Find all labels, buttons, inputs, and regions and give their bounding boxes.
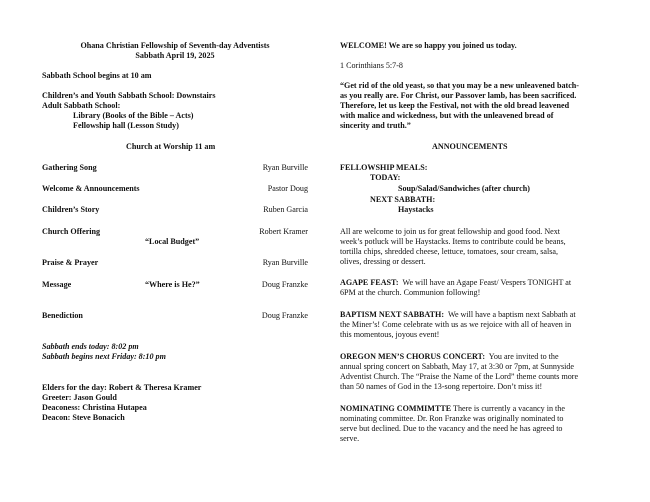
potluck-line: week’s potluck will be Haystacks. Items to contribute could be beans, (340, 237, 566, 246)
baptism-line: the Miner’s! Come celebrate with us as we rejoice with all of heaven in (340, 320, 572, 329)
today-label: TODAY: (370, 173, 401, 182)
right-column (340, 0, 612, 502)
program-person: Ryan Burville (262, 258, 308, 267)
baptism-line: this momentous, joyous event! (340, 330, 440, 339)
elders: Elders for the day: Robert & Theresa Kramer (42, 383, 202, 392)
nominating-line: nominating committee. Dr. Ron Franzke was originally nominated to (340, 414, 564, 423)
scripture-reference: 1 Corinthians 5:7-8 (340, 61, 403, 70)
greeter: Greeter: Jason Gould (42, 393, 117, 402)
scripture-line: sincerity and truth.” (340, 121, 411, 130)
oregon-title: OREGON MEN’S CHORUS CONCERT: (340, 352, 486, 361)
potluck-line: olives, dressing or dessert. (340, 257, 426, 266)
scripture-line: with malice and wickedness, but with the unleavened bread of (340, 111, 554, 120)
program-item: Gathering Song (42, 163, 97, 172)
program-note: “Where is He?” (145, 280, 200, 289)
deaconess: Deaconess: Christina Hutapea (42, 403, 147, 412)
program-note: “Local Budget” (145, 237, 200, 246)
agape-title: AGAPE FEAST: (340, 278, 399, 287)
program-person: Ryan Burville (262, 163, 308, 172)
scripture-line: Therefore, let us keep the Festival, not with the old bread leavened (340, 101, 570, 110)
library-class: Library (Books of the Bible – Acts) (73, 111, 194, 120)
oregon-text: You are invited to the (485, 352, 559, 361)
baptism-title: BAPTISM NEXT SABBATH: (340, 310, 445, 319)
church-name: Ohana Christian Fellowship of Seventh-day Adventists (80, 41, 270, 50)
announcements-heading: ANNOUNCEMENTS (432, 142, 508, 151)
program-person: Ruben Garcia (263, 205, 308, 214)
nominating-line: serve but declined. Due to the vacancy and the need he has agreed to (340, 424, 563, 433)
agape-line (340, 278, 571, 288)
baptism-text: We will have a baptism next Sabbath at (444, 310, 576, 319)
next-sabbath-meal: Haystacks (398, 205, 434, 214)
program-item: Praise & Prayer (42, 258, 99, 267)
sabbath-school-time: Sabbath School begins at 10 am (42, 71, 152, 80)
potluck-line: All are welcome to join us for great fellowship and good food. Next (340, 227, 561, 236)
agape-text: We will have an Agape Feast/ Vespers TONIGHT at (398, 278, 572, 287)
children-sabbath-school: Children’s and Youth Sabbath School: Downstairs (42, 91, 216, 100)
agape-line: 6PM at the church. Communion following! (340, 288, 481, 297)
program-item: Children’s Story (42, 205, 100, 214)
nominating-title: NOMINATING COMMIMTTE (340, 404, 452, 413)
today-meal: Soup/Salad/Sandwiches (after church) (398, 184, 530, 193)
program-item: Church Offering (42, 227, 101, 236)
oregon-line: Adventist Church. The “Praise the Name of the Lord” theme counts more (340, 372, 579, 381)
adult-sabbath-school: Adult Sabbath School: (42, 101, 121, 110)
nominating-text: There is currently a vacancy in the (451, 404, 565, 413)
worship-heading: Church at Worship 11 am (126, 142, 216, 151)
next-sabbath-label: NEXT SABBATH: (370, 195, 436, 204)
baptism-line (340, 310, 576, 320)
oregon-line (340, 352, 559, 362)
sabbath-begins-next: Sabbath begins next Friday: 8:10 pm (42, 352, 166, 361)
left-column (42, 0, 308, 502)
program-person: Pastor Doug (267, 184, 308, 193)
oregon-line: than 50 names of God in the 13-song repertoire. Don’t miss it! (340, 382, 543, 391)
program-person: Doug Franzke (261, 311, 308, 320)
oregon-line: annual spring concert on Sabbath, May 17, at 3:30 or 7pm, at Sunnyside (340, 362, 575, 371)
program-person: Robert Kramer (259, 227, 308, 236)
fellowship-meals-heading: FELLOWSHIP MEALS: (340, 163, 428, 172)
nominating-line (340, 404, 565, 414)
scripture-line: “Get rid of the old yeast, so that you may be a new unleavened batch- (340, 81, 579, 90)
program-item: Benediction (42, 311, 83, 320)
welcome-line: WELCOME! We are so happy you joined us today. (340, 41, 517, 50)
program-person: Doug Franzke (261, 280, 308, 289)
deacon: Deacon: Steve Bonacich (42, 413, 125, 422)
scripture-line: as you really are. For Christ, our Passover lamb, has been sacrificed. (340, 91, 577, 100)
nominating-line: serve. (340, 434, 360, 443)
program-item: Welcome & Announcements (42, 184, 140, 193)
program-item: Message (42, 280, 72, 289)
sabbath-ends: Sabbath ends today: 8:02 pm (42, 342, 139, 351)
potluck-line: tortilla chips, shredded cheese, lettuce, tomatoes, sour cream, salsa, (340, 247, 559, 256)
fellowship-hall-class: Fellowship hall (Lesson Study) (73, 121, 179, 130)
service-date: Sabbath April 19, 2025 (135, 51, 215, 60)
